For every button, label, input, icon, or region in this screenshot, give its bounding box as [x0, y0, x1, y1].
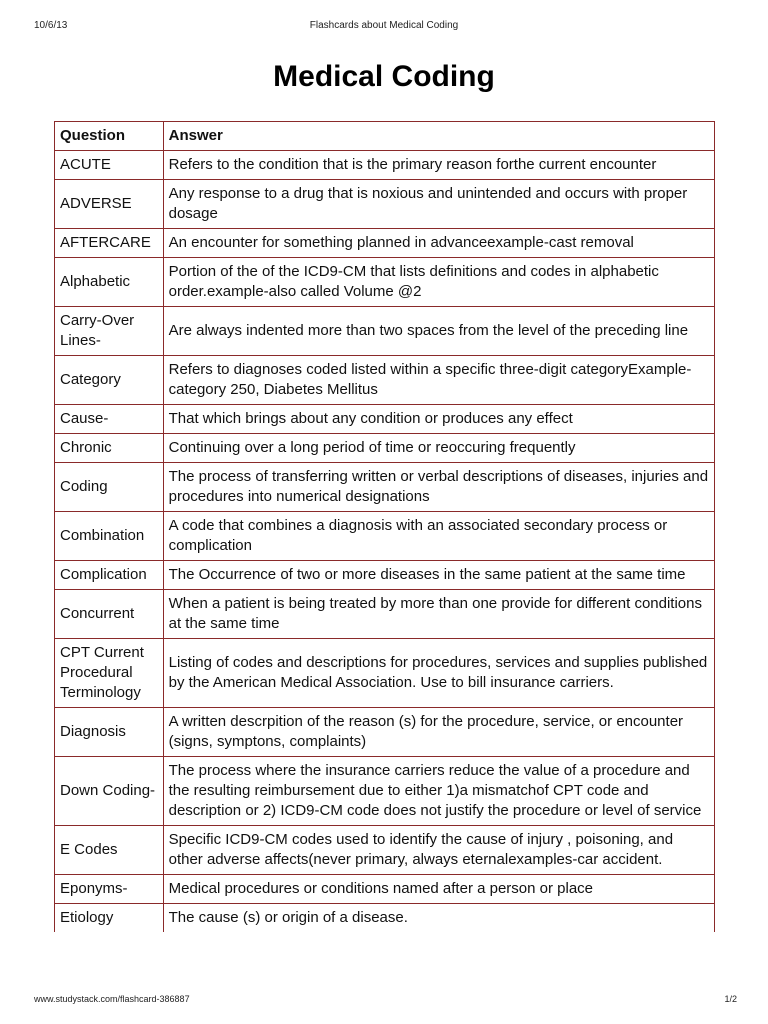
question-cell: ADVERSE [55, 180, 164, 229]
question-cell: Etiology [55, 904, 164, 933]
table-row [55, 463, 715, 512]
question-cell: Combination [55, 512, 164, 561]
table-row [55, 307, 715, 356]
answer-cell: Portion of the of the ICD9-CM that lists definitions and codes in alphabetic order.example-also called Volume @2 [163, 258, 714, 307]
question-cell: Coding [55, 463, 164, 512]
flashcard-table [54, 121, 715, 932]
question-cell: E Codes [55, 826, 164, 875]
answer-cell: The process of transferring written or verbal descriptions of diseases, injuries and procedures into numerical designations [163, 463, 714, 512]
question-cell: Carry-Over Lines- [55, 307, 164, 356]
table-row [55, 151, 715, 180]
page-title: Medical Coding [273, 60, 495, 93]
question-cell: CPT Current Procedural Terminology [55, 639, 164, 708]
answer-cell: The Occurrence of two or more diseases in the same patient at the same time [163, 561, 714, 590]
table-row [55, 708, 715, 757]
answer-cell: An encounter for something planned in advanceexample-cast removal [163, 229, 714, 258]
table-row [55, 356, 715, 405]
table-row [55, 590, 715, 639]
answer-cell: The cause (s) or origin of a disease. [163, 904, 714, 933]
table-row [55, 826, 715, 875]
question-cell: AFTERCARE [55, 229, 164, 258]
table-header-row [55, 122, 715, 151]
table-row [55, 875, 715, 904]
answer-cell: A written descrpition of the reason (s) for the procedure, service, or encounter (signs, symptons, complaints) [163, 708, 714, 757]
answer-cell: Refers to the condition that is the primary reason forthe current encounter [163, 151, 714, 180]
question-cell: Cause- [55, 405, 164, 434]
question-cell: Concurrent [55, 590, 164, 639]
table-row [55, 434, 715, 463]
header-date: 10/6/13 [34, 20, 68, 31]
answer-cell: The process where the insurance carriers reduce the value of a procedure and the resulting reimbursement due to either 1)a mismatchof CPT code and description or 2) ICD9-CM code does not justify the procedure or level of service [163, 757, 714, 826]
answer-cell: Medical procedures or conditions named after a person or place [163, 875, 714, 904]
table-row [55, 639, 715, 708]
header-site-title: Flashcards about Medical Coding [309, 20, 459, 31]
question-cell: Alphabetic [55, 258, 164, 307]
answer-cell: When a patient is being treated by more than one provide for different conditions at the same time [163, 590, 714, 639]
table-row [55, 904, 715, 933]
question-cell: Category [55, 356, 164, 405]
answer-cell: That which brings about any condition or produces any effect [163, 405, 714, 434]
answer-cell: Are always indented more than two spaces from the level of the preceding line [163, 307, 714, 356]
table-row [55, 229, 715, 258]
answer-cell: Specific ICD9-CM codes used to identify the cause of injury , poisoning, and other adverse affects(never primary, always eternalexamples-car accident. [163, 826, 714, 875]
answer-cell: Continuing over a long period of time or reoccuring frequently [163, 434, 714, 463]
question-cell: Eponyms- [55, 875, 164, 904]
table-row [55, 757, 715, 826]
question-cell: Complication [55, 561, 164, 590]
table-body [55, 151, 715, 933]
question-cell: Down Coding- [55, 757, 164, 826]
column-header-question: Question [55, 122, 164, 151]
table-row [55, 561, 715, 590]
table-row [55, 512, 715, 561]
footer-page-number: 1/2 [724, 994, 737, 1004]
answer-cell: Refers to diagnoses coded listed within a specific three-digit categoryExample-category 250, Diabetes Mellitus [163, 356, 714, 405]
answer-cell: A code that combines a diagnosis with an associated secondary process or complication [163, 512, 714, 561]
answer-cell: Listing of codes and descriptions for procedures, services and supplies published by the American Medical Association. Use to bill insurance carriers. [163, 639, 714, 708]
question-cell: ACUTE [55, 151, 164, 180]
footer-url[interactable]: www.studystack.com/flashcard-386887 [34, 994, 190, 1004]
answer-cell: Any response to a drug that is noxious and unintended and occurs with proper dosage [163, 180, 714, 229]
question-cell: Diagnosis [55, 708, 164, 757]
column-header-answer: Answer [163, 122, 714, 151]
table-row [55, 180, 715, 229]
question-cell: Chronic [55, 434, 164, 463]
table-row [55, 258, 715, 307]
table-row [55, 405, 715, 434]
